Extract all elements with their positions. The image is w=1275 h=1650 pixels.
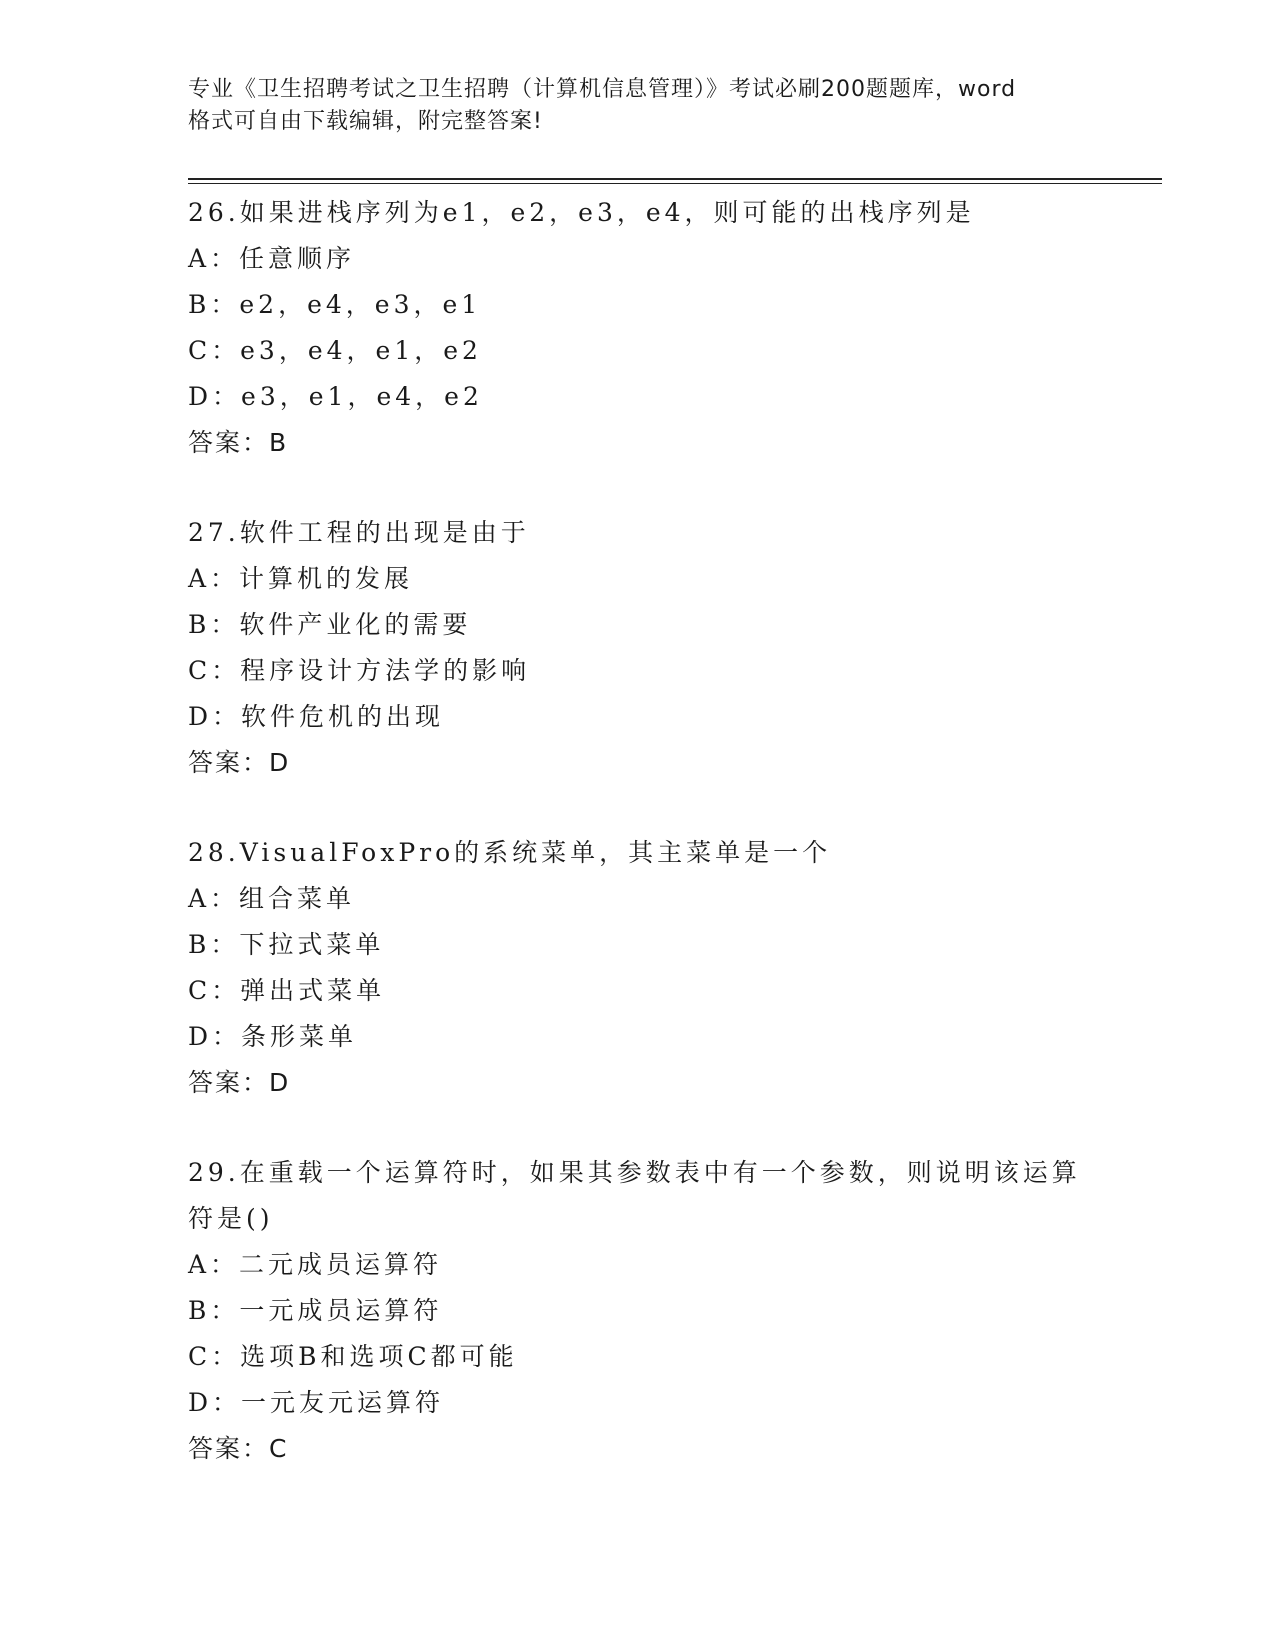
header-divider-thin (188, 183, 1162, 184)
answer: 答案：D (188, 748, 291, 777)
question-stem: 28.VisualFoxPro的系统菜单，其主菜单是一个 (188, 838, 832, 867)
option-c: C：选项B和选项C都可能 (188, 1342, 518, 1371)
header-line-2: 格式可自由下载编辑，附完整答案! (188, 109, 543, 134)
answer: 答案：B (188, 428, 289, 457)
question-26 (188, 190, 1088, 466)
option-c: C：e3，e4，e1，e2 (188, 336, 482, 365)
header-divider-thick (188, 178, 1162, 180)
option-b: B：一元成员运算符 (188, 1296, 443, 1325)
option-b: B：下拉式菜单 (188, 930, 385, 959)
answer: 答案：D (188, 1068, 291, 1097)
answer: 答案：C (188, 1434, 289, 1463)
document-header (188, 74, 1088, 138)
question-28 (188, 830, 1088, 1106)
option-d: D：一元友元运算符 (188, 1388, 445, 1417)
option-c: C：程序设计方法学的影响 (188, 656, 531, 685)
option-a: A：二元成员运算符 (188, 1250, 443, 1279)
question-stem-line-1: 29.在重载一个运算符时，如果其参数表中有一个参数，则说明该运算 (188, 1158, 1081, 1187)
question-stem: 27.软件工程的出现是由于 (188, 518, 530, 547)
question-stem-line-2: 符是() (188, 1204, 274, 1233)
header-line-1: 专业《卫生招聘考试之卫生招聘（计算机信息管理）》考试必刷200题题库，word (188, 77, 1017, 102)
option-d: D：e3，e1，e4，e2 (188, 382, 483, 411)
option-b: B：软件产业化的需要 (188, 610, 472, 639)
option-d: D：软件危机的出现 (188, 702, 445, 731)
question-29 (188, 1150, 1088, 1472)
option-a: A：计算机的发展 (188, 564, 414, 593)
option-b: B：e2，e4，e3，e1 (188, 290, 482, 319)
option-a: A：组合菜单 (188, 884, 356, 913)
question-27 (188, 510, 1088, 786)
option-d: D：条形菜单 (188, 1022, 358, 1051)
option-c: C：弹出式菜单 (188, 976, 386, 1005)
option-a: A：任意顺序 (188, 244, 356, 273)
question-stem: 26.如果进栈序列为e1，e2，e3，e4，则可能的出栈序列是 (188, 198, 975, 227)
